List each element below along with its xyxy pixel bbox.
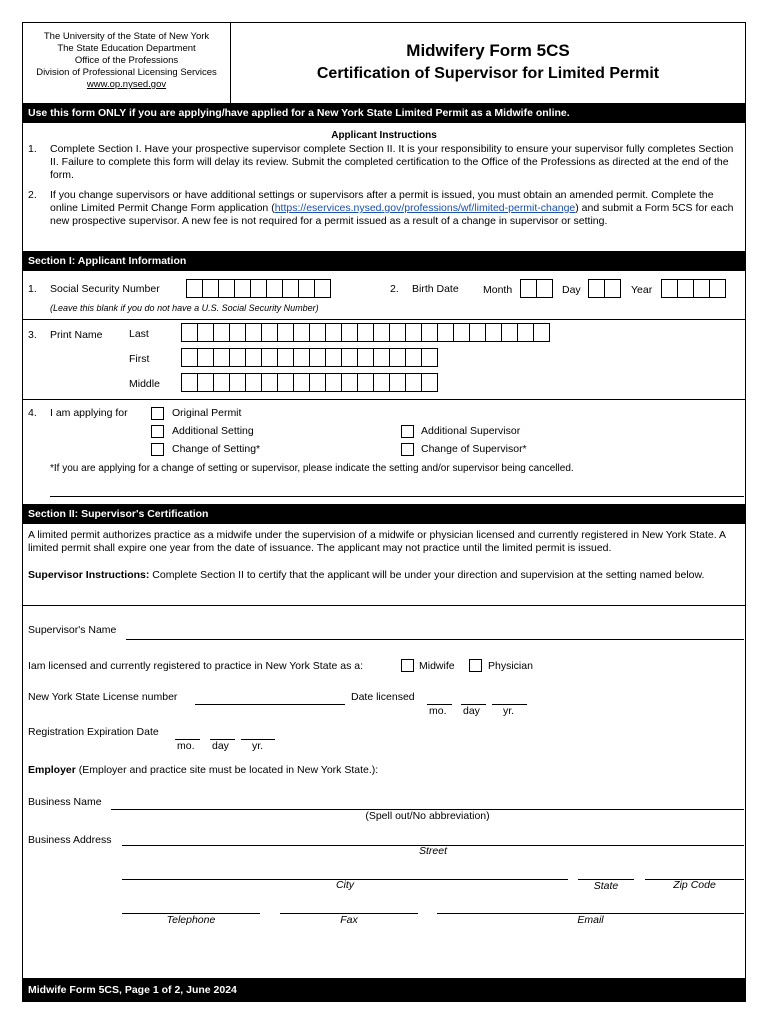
- change-of-setting-checkbox[interactable]: [151, 443, 164, 456]
- org-line-3: Office of the Professions: [74, 55, 179, 66]
- supervisor-instructions-heading: Supervisor Instructions:: [28, 569, 150, 581]
- license-number-label: New York State License number: [28, 691, 178, 703]
- date-licensed-yr-caption: yr.: [503, 705, 515, 717]
- birth-month-boxes[interactable]: [520, 279, 552, 298]
- physician-label: Physician: [488, 660, 533, 672]
- birth-year-boxes[interactable]: [661, 279, 725, 298]
- date-licensed-day-caption: day: [463, 705, 480, 717]
- registration-expiration-label: Registration Expiration Date: [28, 726, 159, 738]
- org-line-4: Division of Professional Licensing Services: [36, 67, 217, 78]
- limited-permit-change-link[interactable]: https://eservices.nysed.gov/professions/wf/limited-permit-change: [274, 202, 576, 214]
- midwife-label: Midwife: [419, 660, 455, 672]
- last-name-boxes[interactable]: [181, 323, 549, 342]
- month-label: Month: [483, 284, 513, 296]
- reg-exp-mo-caption: mo.: [177, 740, 195, 752]
- footer-bar: Midwife Form 5CS, Page 1 of 2, June 2024: [23, 978, 745, 1002]
- applying-for-label: I am applying for: [50, 407, 128, 419]
- zip-caption: Zip Code: [673, 879, 716, 891]
- instruction-2-text-a: If you change supervisors or have additional settings or supervisors after a permit is issued, you must obtain an amended permit. Complete the online Limited Permit Change Form application (: [50, 189, 714, 214]
- employer-note: (Employer and practice site must be located in New York State.):: [75, 764, 379, 776]
- business-address-label: Business Address: [28, 834, 112, 846]
- date-licensed-mo-caption: mo.: [429, 705, 447, 717]
- section-2-intro: A limited permit authorizes practice as a midwife under the supervision of a midwife or physician licensed and currently registered in New York State. A limited permit shall expire one year from the date of issuance. The applicant may not practice until the limited permit is issued.: [28, 529, 726, 554]
- instruction-2-number: 2.: [28, 189, 37, 201]
- original-permit-label: Original Permit: [172, 407, 242, 419]
- org-line-2: The State Education Department: [57, 43, 196, 54]
- instruction-1: Complete Section I. Have your prospective supervisor complete Section II. It is your responsibility to ensure your supervisor fully completes Section II. Failure to complete this form will delay its review. Submit the completed certification to the Office of the Professions as directed at the end of the form.: [50, 143, 734, 181]
- change-of-supervisor-label: Change of Supervisor*: [421, 443, 527, 455]
- form-page: [22, 22, 746, 1002]
- spell-out-caption: (Spell out/No abbreviation): [365, 810, 490, 822]
- org-line-1: The University of the State of New York: [43, 31, 210, 42]
- cancelled-setting-line[interactable]: [50, 496, 744, 497]
- q4-number: 4.: [28, 407, 37, 419]
- business-name-label: Business Name: [28, 796, 102, 808]
- state-caption: State: [593, 880, 619, 892]
- divider: [23, 605, 745, 606]
- employer-label: Employer: [28, 764, 76, 776]
- license-number-field[interactable]: [195, 704, 345, 705]
- supervisor-instructions-text: Complete Section II to certify that the applicant will be under your direction and supervision at the setting named below.: [149, 569, 705, 581]
- fax-caption: Fax: [340, 914, 358, 926]
- first-name-label: First: [129, 353, 150, 365]
- licensed-as-label: Iam licensed and currently registered to practice in New York State as a:: [28, 660, 364, 672]
- instruction-1-number: 1.: [28, 143, 37, 155]
- reg-exp-day-caption: day: [212, 740, 229, 752]
- midwife-checkbox[interactable]: [401, 659, 414, 672]
- form-subtitle: Certification of Supervisor for Limited Permit: [316, 65, 660, 82]
- form-title: Midwifery Form 5CS: [406, 41, 570, 60]
- city-caption: City: [335, 879, 355, 891]
- website-link[interactable]: www.op.nysed.gov: [86, 79, 167, 90]
- section-1-bar: Section I: Applicant Information: [23, 251, 745, 271]
- instruction-2-text-b: ) and submit a Form 5CS for each new prospective supervisor. A new fee is not required for a permit issued as a result of a change in supervisor or setting.: [50, 202, 734, 227]
- additional-supervisor-checkbox[interactable]: [401, 425, 414, 438]
- divider: [23, 399, 745, 400]
- section-2-bar: Section II: Supervisor's Certification: [23, 504, 745, 524]
- original-permit-checkbox[interactable]: [151, 407, 164, 420]
- ssn-label: Social Security Number: [50, 283, 160, 295]
- ssn-note: (Leave this blank if you do not have a U.S. Social Security Number): [50, 303, 319, 313]
- additional-supervisor-label: Additional Supervisor: [421, 425, 521, 437]
- q1-number: 1.: [28, 283, 37, 295]
- first-name-boxes[interactable]: [181, 348, 437, 367]
- divider: [23, 319, 745, 320]
- reg-exp-yr-caption: yr.: [252, 740, 264, 752]
- additional-setting-checkbox[interactable]: [151, 425, 164, 438]
- instructions-heading: Applicant Instructions: [331, 130, 437, 141]
- instruction-2: [50, 189, 740, 228]
- q3-number: 3.: [28, 329, 37, 341]
- supervisor-instructions: [28, 569, 742, 582]
- header-title-block: [231, 23, 745, 103]
- telephone-caption: Telephone: [166, 914, 216, 926]
- middle-name-boxes[interactable]: [181, 373, 437, 392]
- physician-checkbox[interactable]: [469, 659, 482, 672]
- change-of-supervisor-checkbox[interactable]: [401, 443, 414, 456]
- date-licensed-label: Date licensed: [351, 691, 415, 703]
- last-name-label: Last: [129, 328, 149, 340]
- ssn-boxes[interactable]: [186, 279, 330, 298]
- notice-bar: Use this form ONLY if you are applying/have applied for a New York State Limited Permit as a Midwife online.: [23, 103, 745, 123]
- additional-setting-label: Additional Setting: [172, 425, 254, 437]
- employer-heading: [28, 764, 378, 777]
- birth-date-label: Birth Date: [412, 283, 459, 295]
- email-caption: Email: [577, 914, 604, 926]
- street-caption: Street: [418, 845, 447, 857]
- change-of-setting-label: Change of Setting*: [172, 443, 261, 455]
- change-footnote: *If you are applying for a change of setting or supervisor, please indicate the setting and/or supervisor being cancelled.: [50, 463, 574, 474]
- print-name-label: Print Name: [50, 329, 103, 341]
- header-org-block: [23, 23, 231, 103]
- birth-day-boxes[interactable]: [588, 279, 620, 298]
- supervisor-name-field[interactable]: [126, 639, 744, 640]
- day-label: Day: [562, 284, 581, 296]
- year-label: Year: [631, 284, 653, 296]
- supervisor-name-label: Supervisor's Name: [28, 624, 117, 636]
- middle-name-label: Middle: [129, 378, 160, 390]
- q2-number: 2.: [390, 283, 399, 295]
